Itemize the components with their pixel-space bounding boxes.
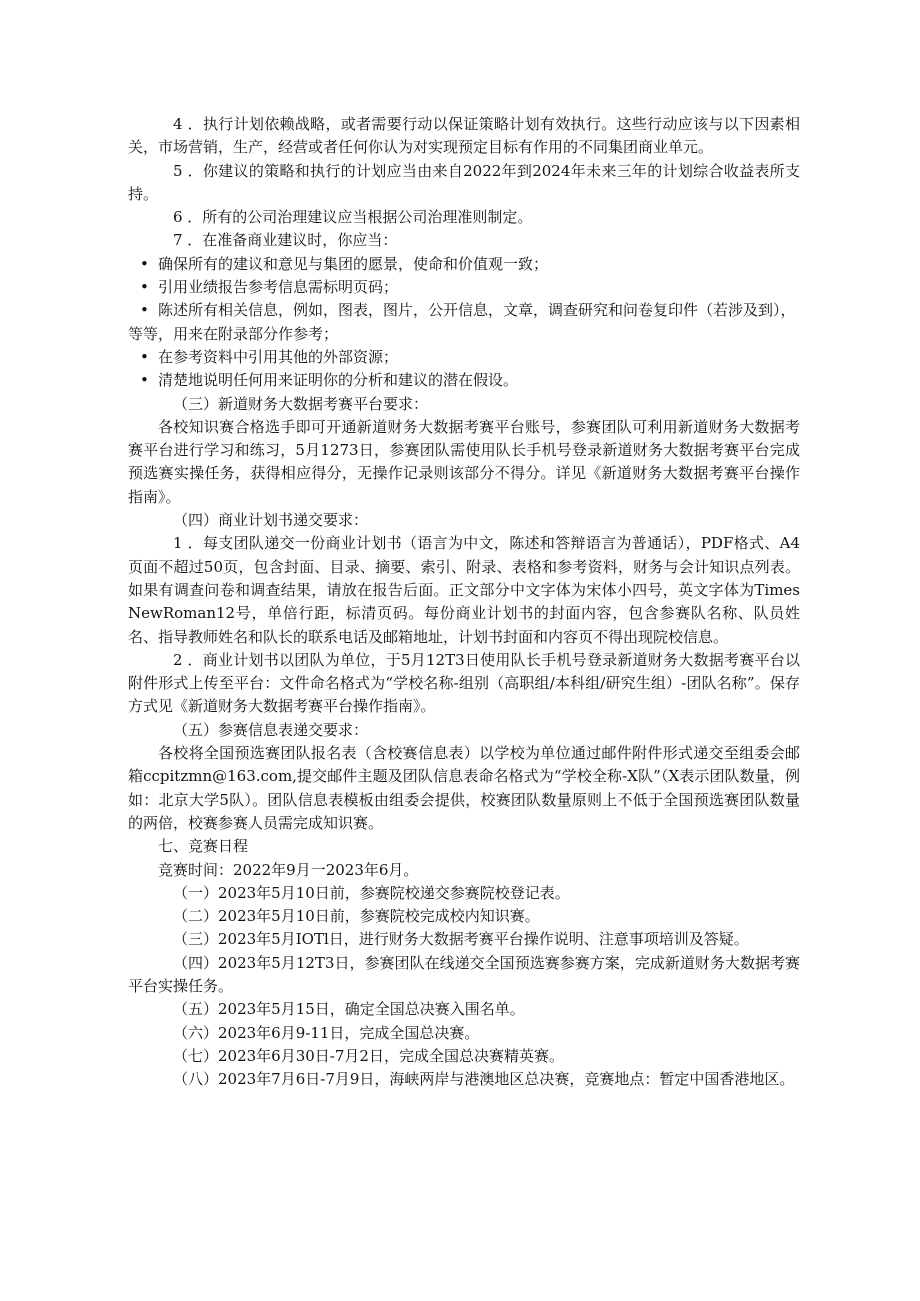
paragraph-item-4: 4 ．执行计划依赖战略，或者需要行动以保证策略计划有效执行。这些行动应该与以下因素相关，市场营销，生产，经营或者任何你认为对实现预定目标有作用的不同集团商业单元。 (128, 115, 800, 157)
bullet-icon: • (140, 301, 149, 320)
paragraph-platform: 各校知识赛合格选手即可开通新道财务大数据考赛平台账号，参赛团队可利用新道财务大数据考赛平台进行学习和练习，5月1273日，参赛团队需使用队长手机号登录新道财务大数据考赛平台完成预选赛实操任务，获得相应得分，无操作记录则该部分不得分。详见《新道财务大数据考赛平台操作指南》。 (128, 417, 800, 506)
schedule-item: （八）2023年7月6日-7月9日，海峡两岸与港澳地区总决赛，竞赛地点：暂定中国香港地区。 (173, 1070, 795, 1089)
bullet-text: 在参考资料中引用其他的外部资源； (158, 347, 399, 366)
bullet-text: 引用业绩报告参考信息需标明页码； (158, 278, 399, 297)
section-heading-platform: （三）新道财务大数据考赛平台要求： (173, 394, 429, 413)
bullet-icon: • (140, 347, 149, 366)
bullet-text: 清楚地说明任何用来证明你的分析和建议的潜在假设。 (158, 371, 519, 390)
schedule-item: （四）2023年5月12T3日，参赛团队在线递交全国预选赛参赛方案，完成新道财务大数据考赛平台实操任务。 (128, 953, 800, 995)
schedule-item: （七）2023年6月30日-7月2日，完成全国总决赛精英赛。 (173, 1046, 564, 1065)
bullet-icon: • (140, 254, 149, 273)
document-body (128, 113, 800, 1091)
bullet-text: 陈述所有相关信息，例如，图表，图片，公开信息，文章，调查研究和问卷复印件（若涉及到），等等，用来在附录部分作参考； (128, 301, 796, 343)
bullet-icon: • (140, 371, 149, 390)
schedule-item: （二）2023年5月10日前，参赛院校完成校内知识赛。 (173, 907, 540, 926)
bullet-item (128, 299, 800, 346)
section-heading-business-plan: （四）商业计划书递交要求： (173, 511, 369, 530)
bullet-item (128, 276, 800, 299)
paragraph-item-7: 7 ．在准备商业建议时，你应当： (173, 231, 398, 250)
bullet-item (128, 253, 800, 276)
schedule-item: （三）2023年5月IOTl日，进行财务大数据考赛平台操作说明、注意事项培训及答疑。 (173, 930, 749, 949)
section-heading-schedule: 七、竞赛日程 (158, 837, 249, 856)
section-heading-info-form: （五）参赛信息表递交要求： (173, 720, 369, 739)
paragraph-business-plan-2: 2 ．商业计划书以团队为单位，于5月12T3日使用队长手机号登录新道财务大数据考赛平台以附件形式上传至平台：文件命名格式为“学校名称-组别（高职组/本科组/研究生组）-团队名称”。保存方式见《新道财务大数据考赛平台操作指南》。 (128, 650, 800, 716)
paragraph-info-form: 各校将全国预选赛团队报名表（含校赛信息表）以学校为单位通过邮件附件形式递交至组委会邮箱ccpitzmn@163.com,提交邮件主题及团队信息表命名格式为“学校全称-X队”（X表示团队数量，例如：北京大学5队）。团队信息表模板由组委会提供，校赛团队数量原则上不低于全国预选赛团队数量的两倍，校赛参赛人员需完成知识赛。 (128, 744, 800, 832)
schedule-item: （六）2023年6月9-11日，完成全国总决赛。 (173, 1023, 480, 1042)
bullet-text: 确保所有的建议和意见与集团的愿景，使命和价值观一致； (158, 254, 549, 273)
schedule-time: 竞赛时间：2022年9月一2023年6月。 (158, 860, 419, 879)
schedule-item: （一）2023年5月10日前，参赛院校递交参赛院校登记表。 (173, 883, 570, 902)
paragraph-item-5: 5 ．你建议的策略和执行的计划应当由来自2022年到2024年未来三年的计划综合收益表所支持。 (128, 161, 800, 203)
bullet-icon: • (140, 278, 149, 297)
bullet-item (128, 346, 800, 369)
paragraph-business-plan-1: 1 ．每支团队递交一份商业计划书（语言为中文，陈述和答辩语言为普通话），PDF格式、A4页面不超过50页，包含封面、目录、摘要、索引、附录、表格和参考资料，财务与会计知识点列表。如果有调查问卷和调查结果，请放在报告后面。正文部分中文字体为宋体小四号，英文字体为TimesNewRoman12号，单倍行距，标清页码。每份商业计划书的封面内容，包含参赛队名称、队员姓名、指导教师姓名和队长的联系电话及邮箱地址，计划书封面和内容页不得出现院校信息。 (128, 534, 800, 646)
schedule-item: （五）2023年5月15日，确定全国总决赛入围名单。 (173, 1000, 525, 1019)
paragraph-item-6: 6 ．所有的公司治理建议应当根据公司治理准则制定。 (173, 208, 533, 227)
bullet-item (128, 369, 800, 392)
